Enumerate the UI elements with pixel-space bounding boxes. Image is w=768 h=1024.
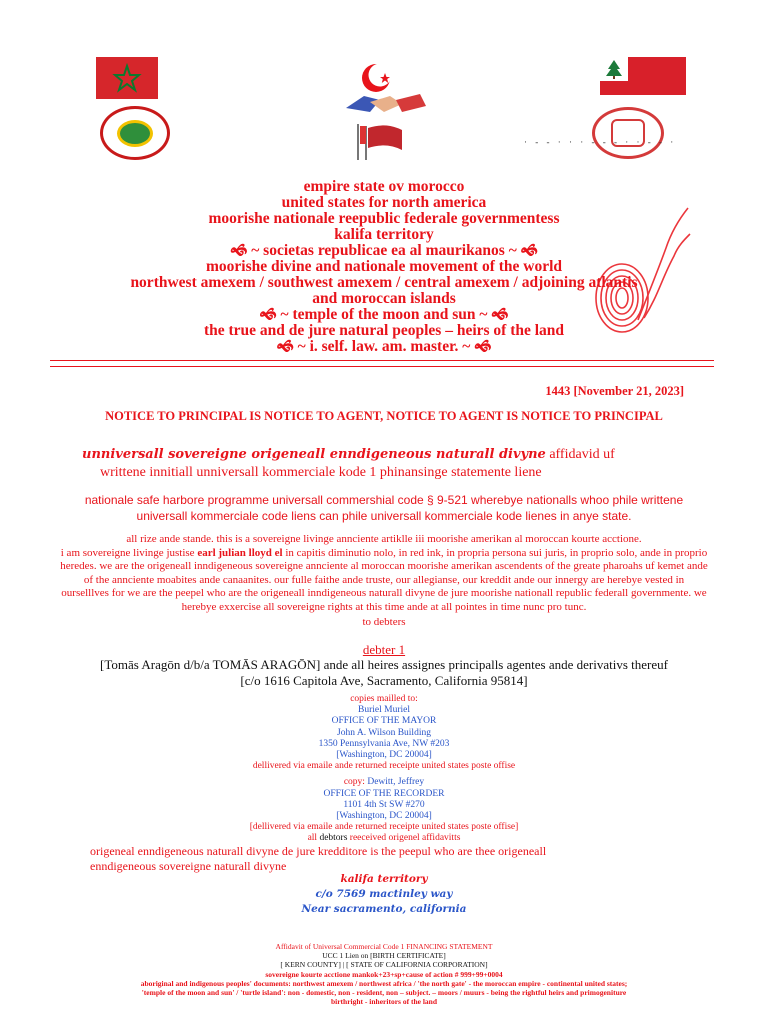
copies-heading: copies mailled to: — [350, 694, 418, 704]
seal-caption: · - - · · · - - - · · - - · — [524, 137, 677, 147]
creditor-paragraph — [90, 844, 710, 874]
footer-line-1: Affidavit of Universal Commercial Code 1 FINANCING STATEMENT — [275, 942, 493, 951]
moorish-seal-left — [100, 106, 170, 160]
affidavit-title-gothic: unniversall sovereigne origeneall enndigeneous naturall divyne — [82, 447, 546, 462]
morocco-flag — [96, 57, 158, 99]
copy2-debtors: debtors — [319, 833, 348, 844]
header-line-11: 🙜 ~ i. self. law. am. master. ~ 🙜 — [276, 338, 492, 355]
header-line-3: moorishe nationale reepublic federale governmentess — [208, 210, 560, 227]
copy2-all: all — [307, 833, 320, 844]
copy1-office: OFFICE OF THE MAYOR — [331, 716, 437, 727]
harbor-paragraph: nationale safe harbore programme universall commershial code § 9-521 wherebye nationalls whoo phile writtene universall kommerciale code liens can phile universall kommerciale kode lienes in anye state. — [84, 493, 684, 523]
creditor-street: c/o 7569 mactinley way — [315, 888, 453, 900]
copy2-street: 1101 4th St SW #270 — [343, 799, 425, 810]
copy1-name: Buriel Muriel — [358, 705, 410, 716]
copies-block — [0, 694, 768, 845]
copy2-city: [Washington, DC 20004] — [336, 811, 432, 822]
header-line-5: 🙜 ~ societas republicae ea al maurikanos ~ 🙜 — [230, 242, 538, 259]
sovereign-name: earl julian lloyd el — [197, 546, 283, 559]
body-line-b: i am sovereigne livinge justise — [60, 546, 198, 559]
debter-line-1: [Tomās Aragōn d/b/a TOMĀS ARAGŌN] ande all heires assignes principalls agentes ande derivativs thereuf — [100, 657, 668, 672]
debter-label: debter 1 — [362, 642, 406, 657]
to-debters: to debters — [362, 615, 406, 628]
divider-top — [50, 360, 714, 361]
debter-line-2: [c/o 1616 Capitola Ave, Sacramento, California 95814] — [240, 673, 528, 688]
creditor-address — [0, 872, 768, 917]
copy2-prefix: copy: — [343, 777, 365, 788]
footer-line-4: sovereigne kourte acctione mankok+23+sp+cause of action # 999+99+0004 — [265, 969, 503, 979]
new-england-flag — [600, 57, 686, 95]
creditor-territory: kalifa territory — [340, 873, 428, 885]
copy2-name: Dewitt, Jeffrey — [367, 777, 425, 788]
header-line-6: moorishe divine and nationale movement of the world — [205, 258, 563, 275]
footer — [130, 942, 638, 1006]
body-line-c: in capitis diminutio nolo, in red ink, in propria persona sui juris, in proprio solo, ande in proprio heredes. we are the origeneall inndigeneous sovereigne annciente al moroccan moorishe amerikan ascendents of the greate pharoahs uf kemet ande of the annciente moabites ande canaanites. our fulle faithe ande truste, our allegianse, our kreddit ande our innergy are herebye vested in ourselllves for we are the peepel who are the origeneall inndigeneous naturall divyne de jure moorishe nationall republic federall governmente. we herebye exxercise all sovereigne rights at this time ande at all pointes in time nunc pro tunc. — [60, 546, 708, 613]
flags-group-icon — [352, 120, 420, 160]
copy1-note: dellivered via emaile ande returned receipte united states poste offise — [252, 761, 516, 772]
creditor-line-1: origeneal enndigeneous naturall divyne de jure kredditore is the peepul who are thee origeneall — [90, 844, 547, 858]
header-line-9: 🙜 ~ temple of the moon and sun ~ 🙜 — [259, 306, 509, 323]
header-line-2: united states for north america — [281, 194, 487, 211]
footer-line-3: [ KERN COUNTY] | [ STATE OF CALIFORNIA CORPORATION] — [280, 960, 488, 970]
affidavit-title-rest: affidavid uf — [545, 447, 615, 462]
debter-block — [0, 657, 768, 689]
body-line-a: all rize ande stande. this is a sovereigne livinge annciente artiklle iii moorishe amerikan al moroccan kourte acctione. — [126, 533, 642, 545]
seal-right — [592, 107, 664, 159]
creditor-city: Near sacramento, california — [301, 903, 467, 915]
copy2-received: reeceived origenel affidavitts — [347, 833, 461, 844]
copy1-building: John A. Wilson Building — [337, 727, 431, 738]
header-line-4: kalifa territory — [334, 226, 434, 243]
copy1-city: [Washington, DC 20004] — [336, 750, 432, 761]
affidavit-title-line2: writtene innitiall unniversall kommerciale kode 1 phinansinge statemente liene — [100, 465, 542, 480]
footer-line-2: UCC 1 Lien on [BIRTH CERTIFICATE] — [322, 951, 446, 961]
footer-line-5: aboriginal and indigenous peoples' documents: northwest amexem / northwest africa / 'the north gate' - the moroccan empire - continental united states; 'temple of the moon and sun' / 'turtle island': non - domestic, non - resident, non – subject. – moors / muurs - being the rightful heirs and primogeniture birthright - inheritors of the land — [140, 978, 628, 1007]
handshake-icon — [340, 88, 430, 116]
copy1-street: 1350 Pennsylvania Ave, NW #203 — [318, 738, 450, 749]
creditor-line-2: enndigeneous sovereigne naturall divyne — [90, 859, 287, 873]
notice-heading: NOTICE TO PRINCIPAL IS NOTICE TO AGENT, NOTICE TO AGENT IS NOTICE TO PRINCIPAL — [105, 409, 663, 423]
copy2-office: OFFICE OF THE RECORDER — [323, 788, 445, 799]
divider-bottom — [50, 366, 714, 367]
header-line-8: and moroccan islands — [312, 290, 456, 307]
copy2-note: [dellivered via emaile ande returned receipte united states poste offise] — [249, 822, 519, 833]
header-line-1: empire state ov morocco — [303, 178, 465, 195]
date-line: 1443 [November 21, 2023] — [545, 384, 684, 398]
body-paragraph — [0, 533, 768, 629]
affidavit-title — [82, 446, 702, 482]
header-line-7: northwest amexem / southwest amexem / central amexem / adjoining atlantis — [130, 274, 638, 291]
header-line-10: the true and de jure natural peoples – heirs of the land — [203, 322, 565, 339]
